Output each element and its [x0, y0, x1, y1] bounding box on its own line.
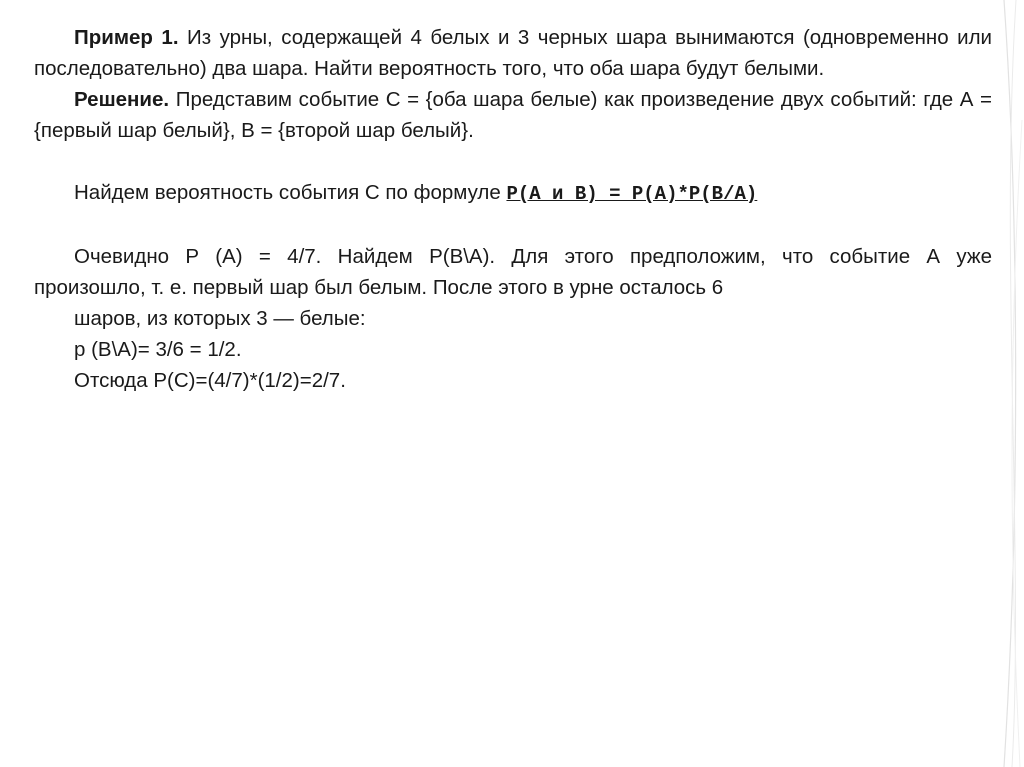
probability-formula: P(A и B) = P(A)*P(B/A) — [506, 183, 758, 205]
solution-paragraph — [34, 84, 992, 146]
solution-label: Решение. — [74, 88, 170, 111]
spacer — [34, 210, 992, 241]
example-text: Из урны, содержащей 4 белых и 3 черных шара вынимаются (одновременно или последовательно) два шара. Найти вероятность того, что оба шара будут белыми. — [34, 26, 992, 80]
spacer — [34, 146, 992, 177]
formula-line — [34, 177, 992, 210]
result-line: Отсюда Р(С)=(4/7)*(1/2)=2/7. — [74, 369, 346, 392]
slide-content — [34, 22, 992, 396]
obvious-line-2: произошло, т. е. первый шар был белым. После этого в урне осталось 6 — [34, 276, 724, 299]
formula-intro: Найдем вероятность события С по формуле — [74, 181, 507, 204]
conditional-probability-line: р (В\А)= 3/6 = 1/2. — [74, 338, 242, 361]
balls-remaining-line: шаров, из которых 3 — белые: — [74, 307, 366, 330]
obvious-line-1: Очевидно Р (А) = 4/7. Найдем Р(В\А). Для этого предположим, что событие А уже — [74, 245, 992, 268]
example-label: Пример 1. — [74, 26, 179, 49]
solution-text: Представим событие С = {оба шара белые) как произведение двух событий: где А = {первый шар белый}, В = {второй шар белый}. — [34, 88, 992, 142]
example-paragraph — [34, 22, 992, 84]
